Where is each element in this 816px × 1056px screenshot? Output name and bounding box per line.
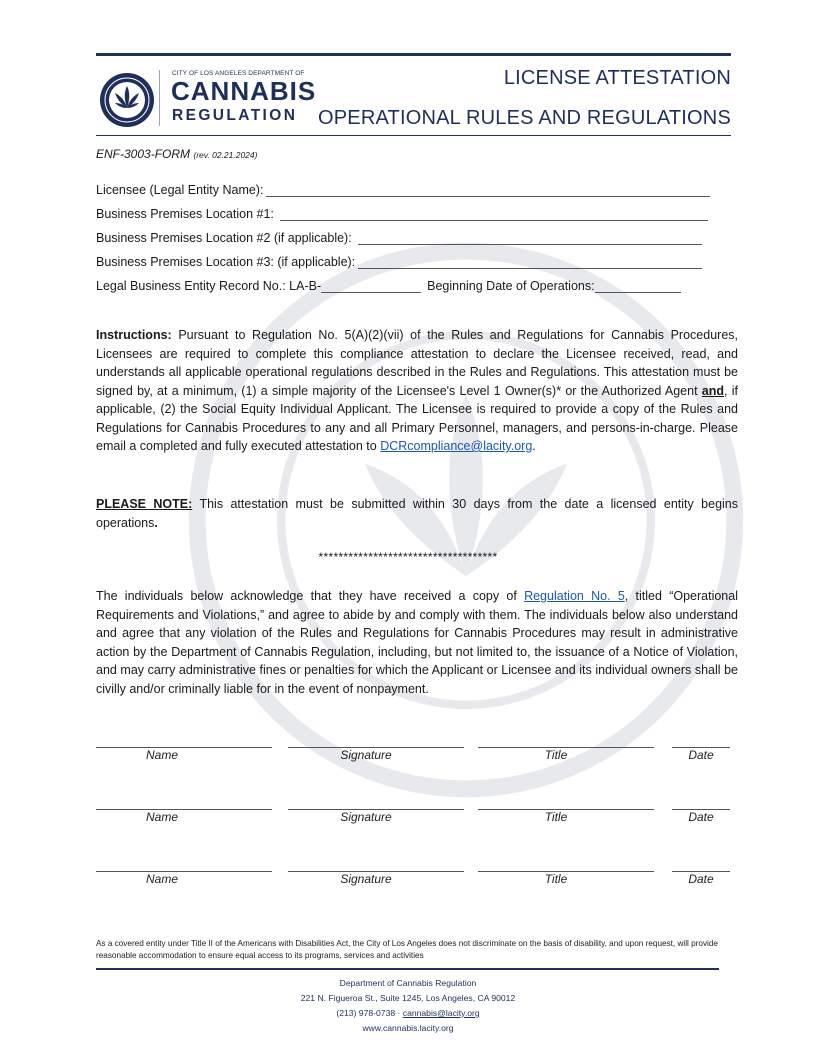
instructions-text-1: Pursuant to Regulation No. 5(A)(2)(vii) of the Rules and Regulations for Cannabis Procedures, Licensees are required to complete this compliance attestation to declare the Licensee received, read, and understands all applicable operational regulations described in the Rules and Regulations. This attestation must be signed by, at a minimum, (1) a simple majority of the Licensee's Level 1 Owner(s)* or the Authorized Agent: [96, 328, 738, 398]
location2-label: Business Premises Location #2 (if applicable):: [96, 231, 352, 245]
page-subtitle: OPERATIONAL RULES AND REGULATIONS: [318, 107, 731, 129]
date-label-3: Date: [688, 872, 714, 886]
footer-email-link[interactable]: cannabis@lacity.org: [402, 1008, 480, 1018]
location1-input-line[interactable]: [280, 208, 708, 221]
location2-input-line[interactable]: [358, 232, 702, 245]
location3-label: Business Premises Location #3: (if applicable):: [96, 255, 356, 269]
compliance-email-link[interactable]: DCRcompliance@lacity.org: [380, 439, 533, 453]
header-top-rule: [96, 53, 731, 56]
signature-label-2: Signature: [340, 810, 392, 824]
instructions-paragraph: [96, 326, 738, 456]
regulation-5-link[interactable]: Regulation No. 5: [524, 589, 625, 603]
record-number-label: Legal Business Entity Record No.: LA-B-: [96, 279, 322, 293]
licensee-input-line[interactable]: [266, 184, 710, 197]
instructions-end: .: [532, 439, 536, 453]
footer-website[interactable]: www.cannabis.lacity.org: [362, 1023, 454, 1033]
acknowledgement-text-2: , titled “Operational Requirements and Violations,” and agree to abide by and comply with them. The individuals below also understand and agree that any violation of the Rules and Regulations for Cannabis Procedures may result in administrative action by the Department of Cannabis Regulation, including, but not limited to, the issuance of a Notice of Violation, and may carry administrative fines or penalties for which the Applicant or Licensee and its individual owners shall be civilly and/or criminally liable for in the event of nonpayment.: [96, 589, 738, 696]
instructions-and-word: and: [701, 383, 725, 398]
signature-label-1: Signature: [340, 748, 392, 762]
please-note-heading: PLEASE NOTE:: [96, 497, 193, 511]
location3-field[interactable]: [96, 255, 702, 269]
name-label-2: Name: [145, 810, 178, 824]
licensee-field[interactable]: [96, 183, 710, 197]
record-number-field[interactable]: [96, 279, 681, 293]
signature-label-3: Signature: [340, 872, 392, 886]
section-separator: ************************************: [318, 550, 498, 564]
name-label-3: Name: [145, 872, 178, 886]
logo-name-cannabis: CANNABIS: [171, 76, 317, 106]
location1-field[interactable]: [96, 207, 708, 221]
begin-date-label: Beginning Date of Operations:: [427, 279, 595, 293]
location1-label: Business Premises Location #1:: [96, 207, 274, 221]
acknowledgement-text-1: The individuals below acknowledge that they have received a copy of: [96, 589, 525, 603]
location3-input-line[interactable]: [358, 256, 702, 269]
footer-contact: [0, 1008, 816, 1018]
logo-divider: [159, 70, 160, 126]
logo-dept-line: CITY OF LOS ANGELES DEPARTMENT OF: [172, 70, 305, 77]
title-label-2: Title: [544, 810, 568, 824]
footer-address: 221 N. Figueroa St., Suite 1245, Los Angeles, CA 90012: [300, 993, 516, 1003]
form-code: [96, 147, 257, 161]
page-title: LICENSE ATTESTATION: [503, 67, 731, 89]
instructions-heading: Instructions:: [96, 328, 172, 342]
footer-dept: Department of Cannabis Regulation: [339, 978, 477, 988]
logo-name-regulation: REGULATION: [172, 107, 298, 124]
date-label-2: Date: [688, 810, 714, 824]
record-number-input-line[interactable]: [321, 280, 421, 293]
form-revision: (rev. 02.21.2024): [193, 150, 258, 160]
footer-phone: (213) 978-0738 ·: [336, 1008, 403, 1018]
acknowledgement-paragraph: [96, 587, 738, 698]
ada-notice: As a covered entity under Title II of the Americans with Disabilities Act, the City of Los Angeles does not discriminate on the basis of disability, and upon request, will provide reasonable accommodation to ensure equal access to its programs, services and activities: [96, 939, 718, 960]
name-label-1: Name: [145, 748, 178, 762]
please-note-paragraph: [96, 495, 738, 532]
please-note-text: This attestation must be submitted within 30 days from the date a licensed entity begins operations: [96, 497, 738, 530]
begin-date-input-line[interactable]: [595, 280, 681, 293]
title-label-1: Title: [544, 748, 568, 762]
dcr-seal-icon: [99, 72, 155, 128]
please-note-end: .: [154, 515, 158, 530]
location2-field[interactable]: [96, 231, 702, 245]
date-label-1: Date: [688, 748, 714, 762]
title-label-3: Title: [544, 872, 568, 886]
form-code-id: ENF-3003-FORM: [96, 147, 191, 161]
instructions-text-2: , if applicable, (2) the Social Equity Individual Applicant. The Licensee is required to provide a copy of the Rules and Regulations for Cannabis Procedures to any and all Primary Personnel, managers, and persons-in-charge. Please email a completed and fully executed attestation to: [96, 383, 738, 453]
licensee-label: Licensee (Legal Entity Name):: [96, 183, 264, 197]
footer-rule: [96, 968, 719, 970]
header-bottom-rule: [96, 135, 731, 136]
